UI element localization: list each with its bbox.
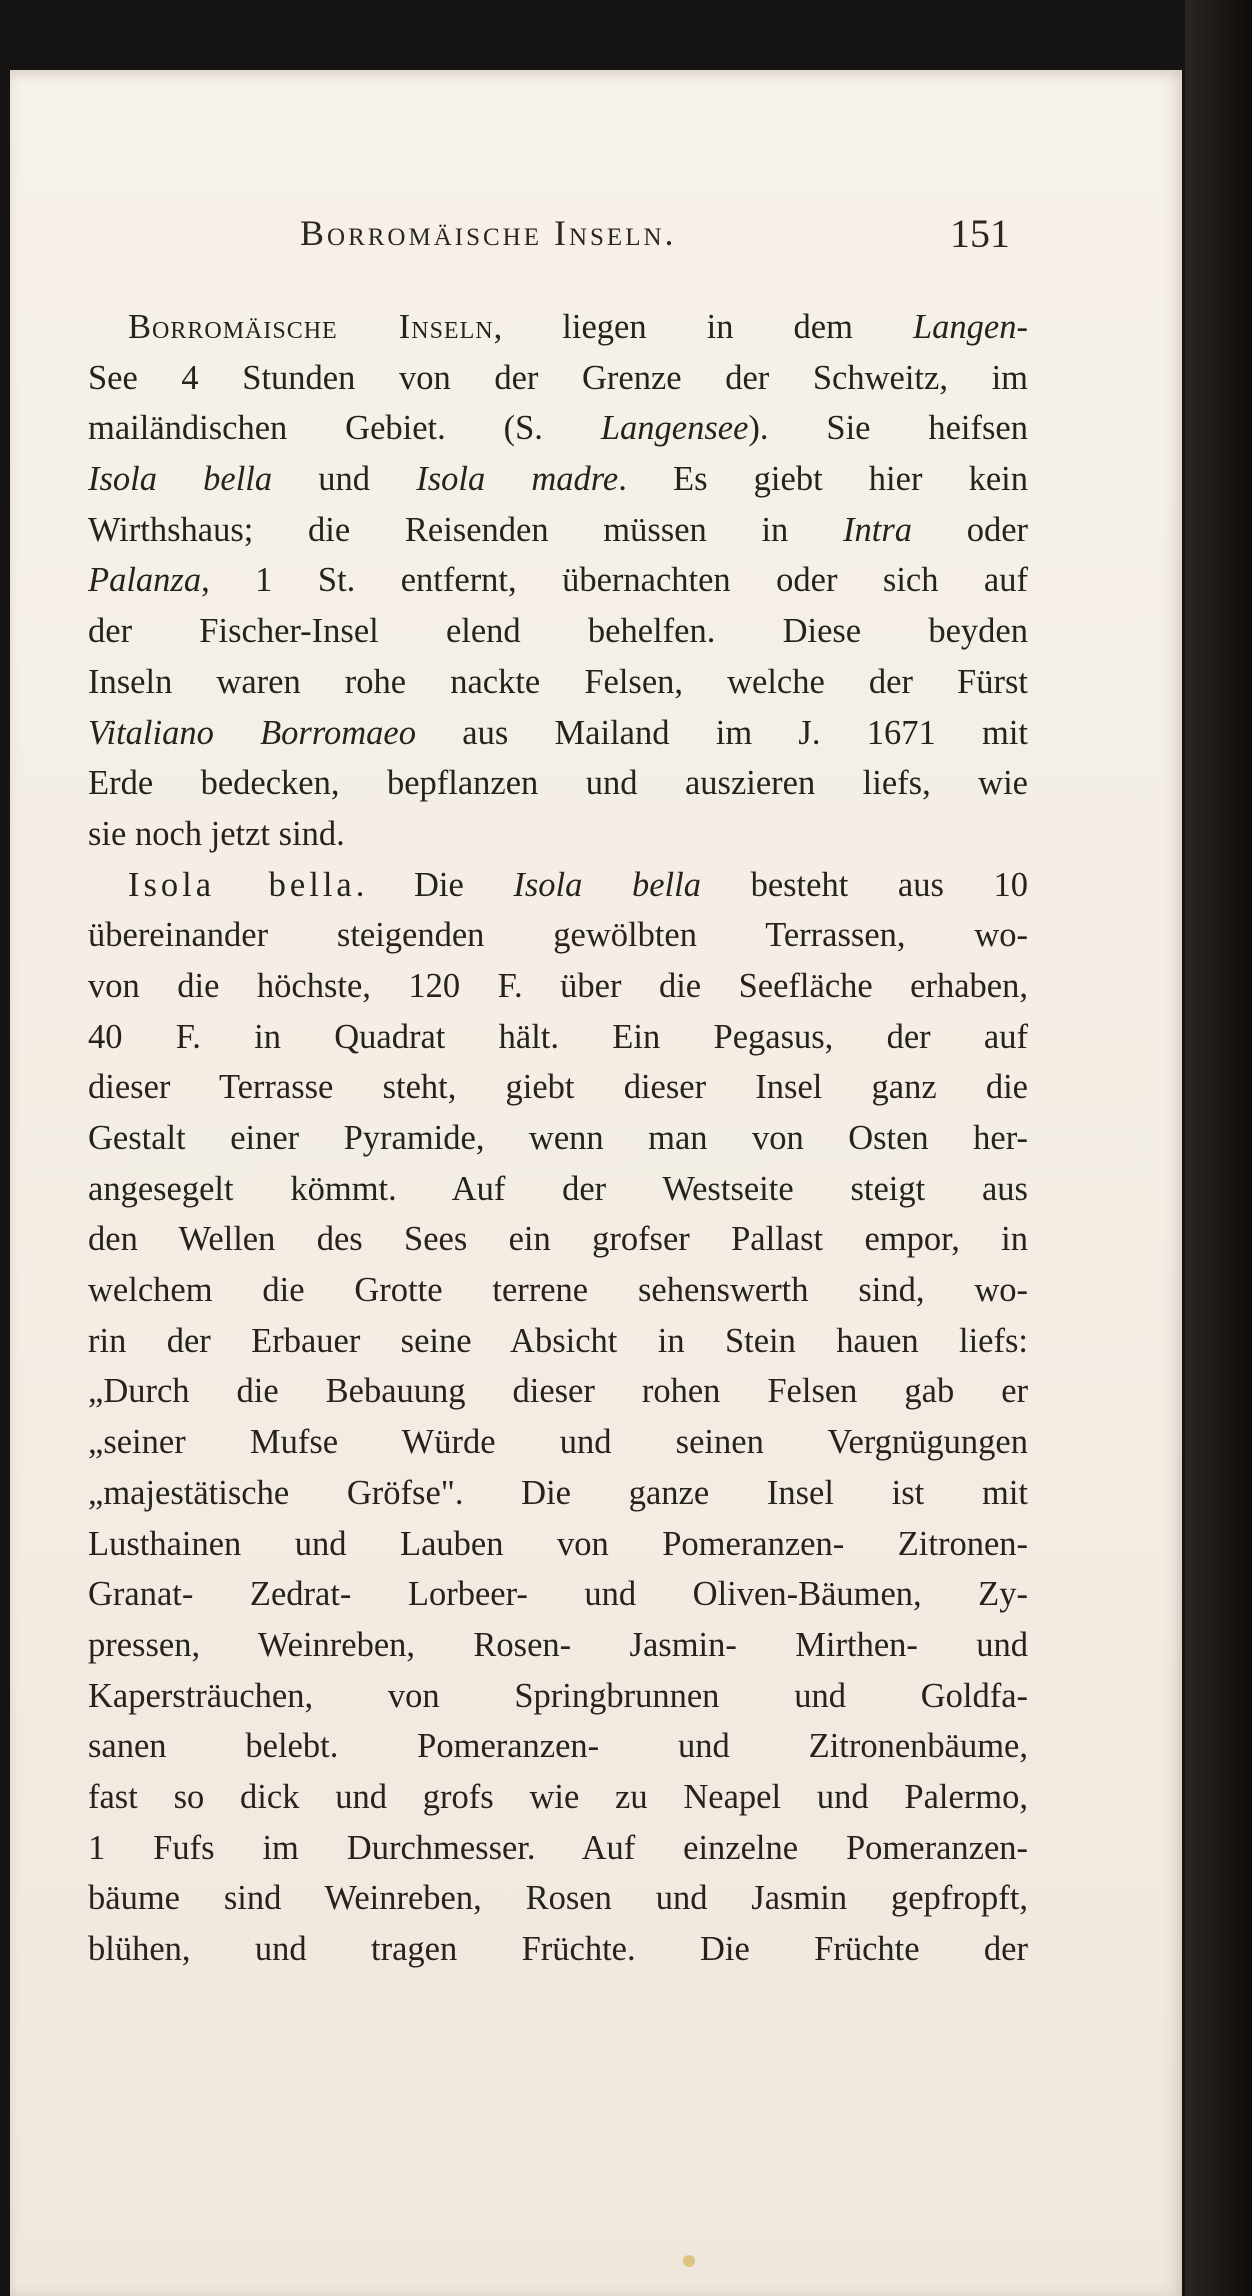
text-fragment: mailändischen Gebiet. (S. (88, 409, 601, 448)
text-line (88, 555, 1028, 606)
text-fragment: , liegen in dem (493, 308, 913, 346)
text-line (88, 860, 1028, 911)
text-line: sie noch jetzt sind. (88, 814, 345, 853)
paragraph-borromaeische-inseln (88, 302, 1028, 860)
text-line: pressen, Weinreben, Rosen- Jasmin- Mirthen- und (88, 1625, 1028, 1664)
text-line: Lusthainen und Lauben von Pomeranzen- Zitronen- (88, 1524, 1028, 1563)
text-line: blühen, und tragen Früchte. Die Früchte der (88, 1930, 1028, 1968)
text-fragment: oder (912, 510, 1028, 549)
text-line: bäume sind Weinreben, Rosen und Jasmin gepfropft, (88, 1879, 1028, 1918)
text-line: Granat- Zedrat- Lorbeer- und Oliven-Bäumen, Zy- (88, 1575, 1028, 1614)
text-fragment: . Die (355, 865, 514, 904)
text-line: fast so dick und grofs wie zu Neapel und Palermo, (88, 1777, 1028, 1816)
text-line: Gestalt einer Pyramide, wenn man von Osten her- (88, 1119, 1028, 1157)
text-line: „seiner Mufse Würde und seinen Vergnügungen (88, 1423, 1028, 1462)
text-line: dieser Terrasse steht, giebt dieser Insel ganz die (88, 1068, 1028, 1107)
text-line: Erde bedecken, bepflanzen und auszieren liefs, wie (88, 764, 1028, 803)
text-fragment: ). Sie heifsen (748, 409, 1028, 448)
body-text (88, 302, 1028, 1975)
page-number: 151 (950, 211, 1010, 256)
text-line: der Fischer-Insel elend behelfen. Diese beyden (88, 612, 1028, 651)
text-fragment: . Es giebt hier kein (618, 460, 1028, 499)
text-line: von die höchste, 120 F. über die Seefläche erhaben, (88, 966, 1028, 1005)
text-line: sanen belebt. Pomeranzen- und Zitronenbäume, (88, 1727, 1028, 1766)
text-line (88, 454, 1028, 505)
page-header (10, 190, 1182, 260)
italic-fragment: Intra (843, 510, 912, 549)
italic-fragment: Langensee (600, 409, 749, 448)
text-line (88, 403, 1028, 454)
italic-fragment: Isola madre (416, 460, 619, 499)
entry-headword: Borromäische Inseln (128, 308, 494, 346)
text-line: Inseln waren rohe nackte Felsen, welche der Fürst (88, 662, 1028, 701)
text-line (88, 505, 1028, 556)
text-line: 40 F. in Quadrat hält. Ein Pegasus, der auf (88, 1017, 1028, 1056)
text-line: angesegelt kömmt. Auf der Westseite steigt aus (88, 1169, 1028, 1208)
section-headword: Isola bella (128, 865, 356, 904)
text-line (88, 708, 1028, 759)
italic-fragment: Isola bella (88, 460, 273, 499)
text-line: See 4 Stunden von der Grenze der Schweitz, im (88, 358, 1028, 397)
text-line: rin der Erbauer seine Absicht in Stein hauen liefs: (88, 1321, 1028, 1360)
text-line: übereinander steigenden gewölbten Terrassen, wo- (88, 916, 1028, 955)
text-line: welchem die Grotte terrene sehenswerth sind, wo- (88, 1271, 1028, 1310)
text-fragment: aus Mailand im J. 1671 mit (416, 713, 1028, 752)
text-line: „Durch die Bebauung dieser rohen Felsen gab er (88, 1372, 1028, 1411)
text-line: den Wellen des Sees ein grofser Pallast empor, in (88, 1220, 1028, 1259)
running-title: Borromäische Inseln. (300, 213, 677, 253)
book-page (10, 70, 1182, 2296)
text-line: Kapersträuchen, von Springbrunnen und Goldfa- (88, 1676, 1028, 1715)
text-fragment: besteht aus 10 (700, 865, 1028, 904)
paragraph-isola-bella (88, 860, 1028, 1975)
text-line (88, 302, 1028, 353)
text-fragment: und (272, 460, 417, 499)
italic-fragment: Vitaliano Borromaeo (88, 713, 416, 752)
text-line: 1 Fufs im Durchmesser. Auf einzelne Pomeranzen- (88, 1828, 1028, 1867)
text-line: „majestätische Gröfse". Die ganze Insel ist mit (88, 1473, 1028, 1512)
italic-fragment: Isola bella (513, 865, 701, 904)
text-fragment: , 1 St. entfernt, übernachten oder sich auf (201, 561, 1028, 600)
scan-background-edge (1185, 0, 1252, 2296)
italic-fragment: Langen- (913, 308, 1028, 346)
italic-fragment: Palanza (88, 561, 202, 600)
text-fragment: Wirthshaus; die Reisenden müssen in (88, 510, 843, 549)
paper-stain (683, 2255, 695, 2267)
